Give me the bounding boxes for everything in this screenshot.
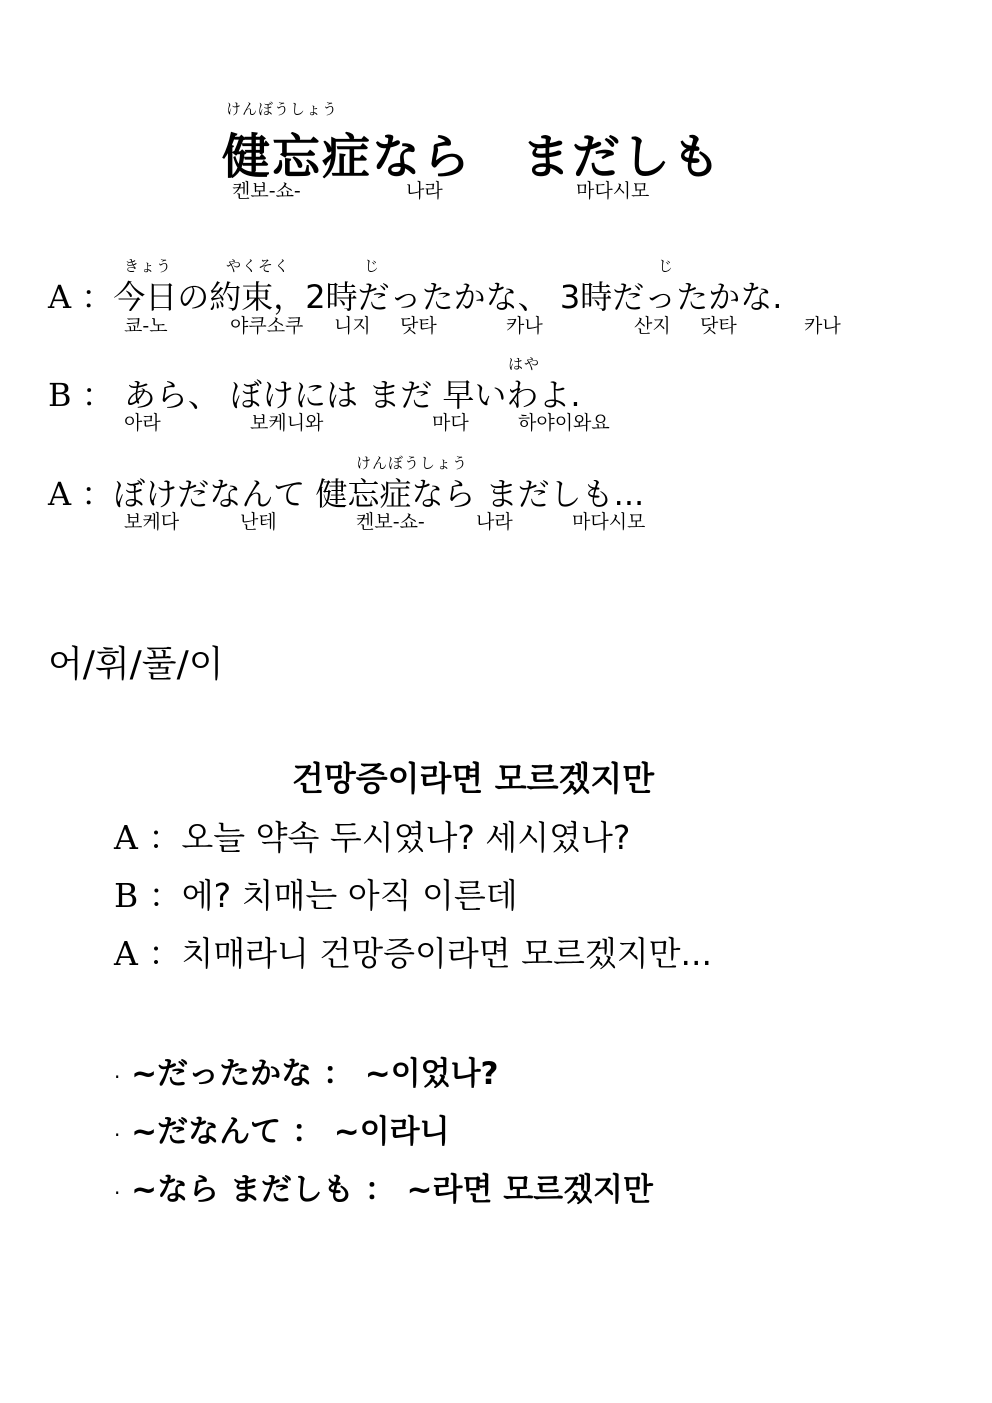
furigana: はや — [508, 355, 541, 373]
vocab-item — [114, 1164, 653, 1209]
reading: 카나 — [506, 315, 543, 337]
speaker-label: A — [114, 818, 138, 857]
translation-title: 건망증이라면 모르겠지만 — [292, 759, 655, 798]
vocab-item — [114, 1048, 499, 1093]
furigana: じ — [364, 257, 381, 275]
page-title: 健忘症なら まだしも — [222, 129, 723, 185]
reading: 야쿠소쿠 — [230, 315, 304, 337]
furigana: きょう — [124, 257, 173, 275]
title-furigana: けんぼうしょう — [226, 100, 339, 118]
translation-line-2 — [114, 870, 518, 917]
reading: 켄보-쇼- — [356, 511, 425, 533]
reading: 카나 — [804, 315, 841, 337]
vocab-separator: ： — [364, 1172, 396, 1208]
translation-text: 에? 치매는 아직 이른데 — [181, 876, 518, 915]
furigana: けんぼうしょう — [356, 454, 469, 472]
speaker-separator: ： — [148, 934, 182, 973]
dialogue-text: 今日の約束，2時だったかな、 3時だったかな. — [113, 278, 783, 316]
title-reading-3: 마다시모 — [576, 180, 650, 202]
speaker-label: B — [48, 376, 72, 414]
reading: 쿄-노 — [124, 315, 168, 337]
speaker-label: A — [48, 278, 72, 316]
dialogue-text: ぼけだなんて 健忘症なら まだしも... — [113, 475, 645, 513]
bullet: · — [114, 1065, 121, 1089]
bullet: · — [114, 1123, 121, 1147]
speaker-label: B — [114, 876, 139, 915]
bullet: · — [114, 1181, 121, 1205]
reading: 니지 — [334, 315, 371, 337]
reading: 난테 — [240, 511, 277, 533]
vocab-item — [114, 1106, 450, 1151]
reading: 보케니와 — [250, 412, 324, 434]
speaker-separator: ： — [81, 475, 114, 513]
speaker-separator: ： — [148, 876, 182, 915]
speaker-separator: ： — [148, 818, 182, 857]
speaker-label: A — [114, 934, 138, 973]
speaker-separator: ： — [81, 278, 114, 316]
reading: 보케다 — [124, 511, 180, 533]
title-reading-2: 나라 — [406, 180, 443, 202]
vocab-term: ~だなんて — [131, 1114, 282, 1150]
translation-text: 치매라니 건망증이라면 모르겠지만... — [181, 934, 712, 973]
reading: 나라 — [476, 511, 513, 533]
reading: 하야이와요 — [518, 412, 610, 434]
vocab-separator: ： — [291, 1114, 323, 1150]
furigana: やくそく — [226, 257, 291, 275]
reading: 마다 — [432, 412, 469, 434]
translation-line-1 — [114, 812, 630, 859]
reading: 마다시모 — [572, 511, 646, 533]
vocab-meaning: ~이었나? — [364, 1056, 499, 1092]
reading: 아라 — [124, 412, 161, 434]
reading: 닷타 — [700, 315, 737, 337]
speaker-separator: ： — [81, 376, 114, 414]
vocab-meaning: ~이라니 — [333, 1114, 450, 1150]
dialogue-text: あら、 ぼけには まだ 早いわよ. — [123, 376, 581, 414]
translation-text: 오늘 약속 두시였나? 세시였나? — [181, 818, 631, 857]
vocab-term: ~だったかな — [131, 1056, 313, 1092]
reading: 산지 — [634, 315, 671, 337]
vocab-term: ~なら まだしも — [131, 1172, 354, 1208]
title-reading-1: 켄보-쇼- — [232, 180, 301, 202]
reading: 닷타 — [400, 315, 437, 337]
section-heading: 어/휘/풀/이 — [48, 644, 224, 685]
vocab-meaning: ~라면 모르겠지만 — [406, 1172, 653, 1208]
furigana: じ — [658, 257, 675, 275]
translation-line-3 — [114, 928, 712, 975]
speaker-label: A — [48, 475, 72, 513]
vocab-separator: ： — [322, 1056, 354, 1092]
